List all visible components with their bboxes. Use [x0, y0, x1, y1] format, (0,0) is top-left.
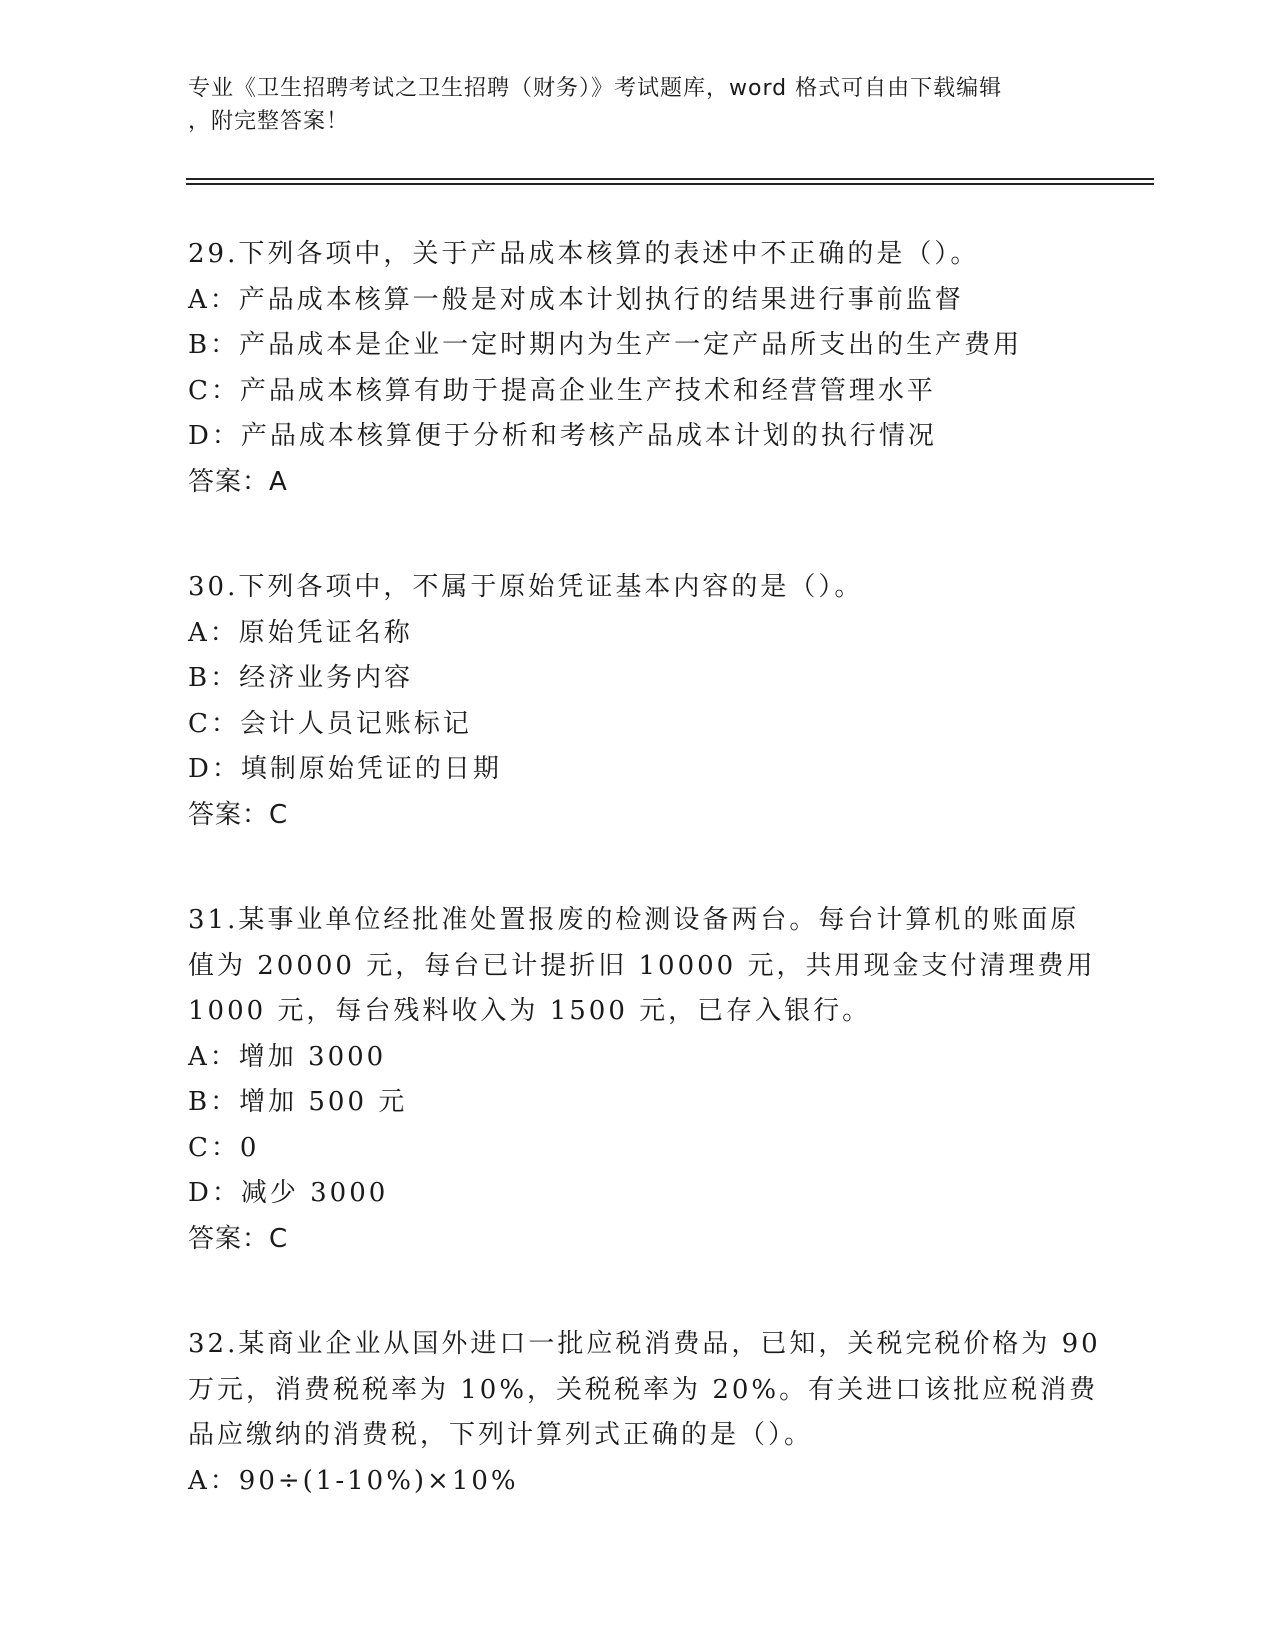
question-30 — [188, 565, 1088, 838]
answer: 答案：C — [188, 799, 289, 830]
header-divider-top — [186, 178, 1154, 180]
question-stem-line-2: 值为 20000 元，每台已计提折旧 10000 元，共用现金支付清理费用 — [188, 950, 1096, 981]
question-stem-line-2: 万元，消费税税率为 10%，关税税率为 20%。有关进口该批应税消费 — [188, 1374, 1099, 1405]
question-31 — [188, 898, 1096, 1262]
option-a: A：90÷(1-10%)×10% — [188, 1465, 519, 1496]
option-c: C：0 — [188, 1132, 260, 1163]
header-line-1: 专业《卫生招聘考试之卫生招聘（财务）》考试题库，word 格式可自由下载编辑 — [188, 76, 1003, 101]
document-header — [188, 72, 1068, 138]
option-d: D：填制原始凭证的日期 — [188, 754, 502, 784]
option-c: C：会计人员记账标记 — [188, 708, 472, 739]
answer: 答案：A — [188, 466, 288, 497]
option-b: B：增加 500 元 — [188, 1087, 408, 1117]
header-divider-bottom — [186, 183, 1154, 185]
option-b: B：产品成本是企业一定时期内为生产一定产品所支出的生产费用 — [188, 330, 1023, 360]
question-stem-line-3: 1000 元，每台残料收入为 1500 元，已存入银行。 — [188, 996, 872, 1026]
answer: 答案：C — [188, 1223, 289, 1254]
question-29 — [188, 232, 1088, 505]
option-a: A：增加 3000 — [188, 1041, 387, 1072]
option-a: A：产品成本核算一般是对成本计划执行的结果进行事前监督 — [188, 284, 964, 315]
header-line-2: ，附完整答案！ — [188, 109, 350, 134]
question-stem: 30.下列各项中，不属于原始凭证基本内容的是（）。 — [188, 572, 864, 602]
question-stem-line-1: 32.某商业企业从国外进口一批应税消费品，已知，关税完税价格为 90 — [188, 1329, 1101, 1359]
question-stem: 29.下列各项中，关于产品成本核算的表述中不正确的是（）。 — [188, 239, 980, 269]
question-list — [188, 232, 1101, 1564]
option-c: C：产品成本核算有助于提高企业生产技术和经营管理水平 — [188, 375, 936, 406]
option-d: D：产品成本核算便于分析和考核产品成本计划的执行情况 — [188, 421, 937, 451]
option-b: B：经济业务内容 — [188, 663, 414, 693]
option-d: D：减少 3000 — [188, 1178, 389, 1208]
question-stem-line-1: 31.某事业单位经批准处置报废的检测设备两台。每台计算机的账面原 — [188, 905, 1080, 935]
question-32 — [188, 1322, 1101, 1504]
option-a: A：原始凭证名称 — [188, 617, 413, 648]
question-stem-line-3: 品应缴纳的消费税，下列计算列式正确的是（）。 — [188, 1420, 814, 1450]
